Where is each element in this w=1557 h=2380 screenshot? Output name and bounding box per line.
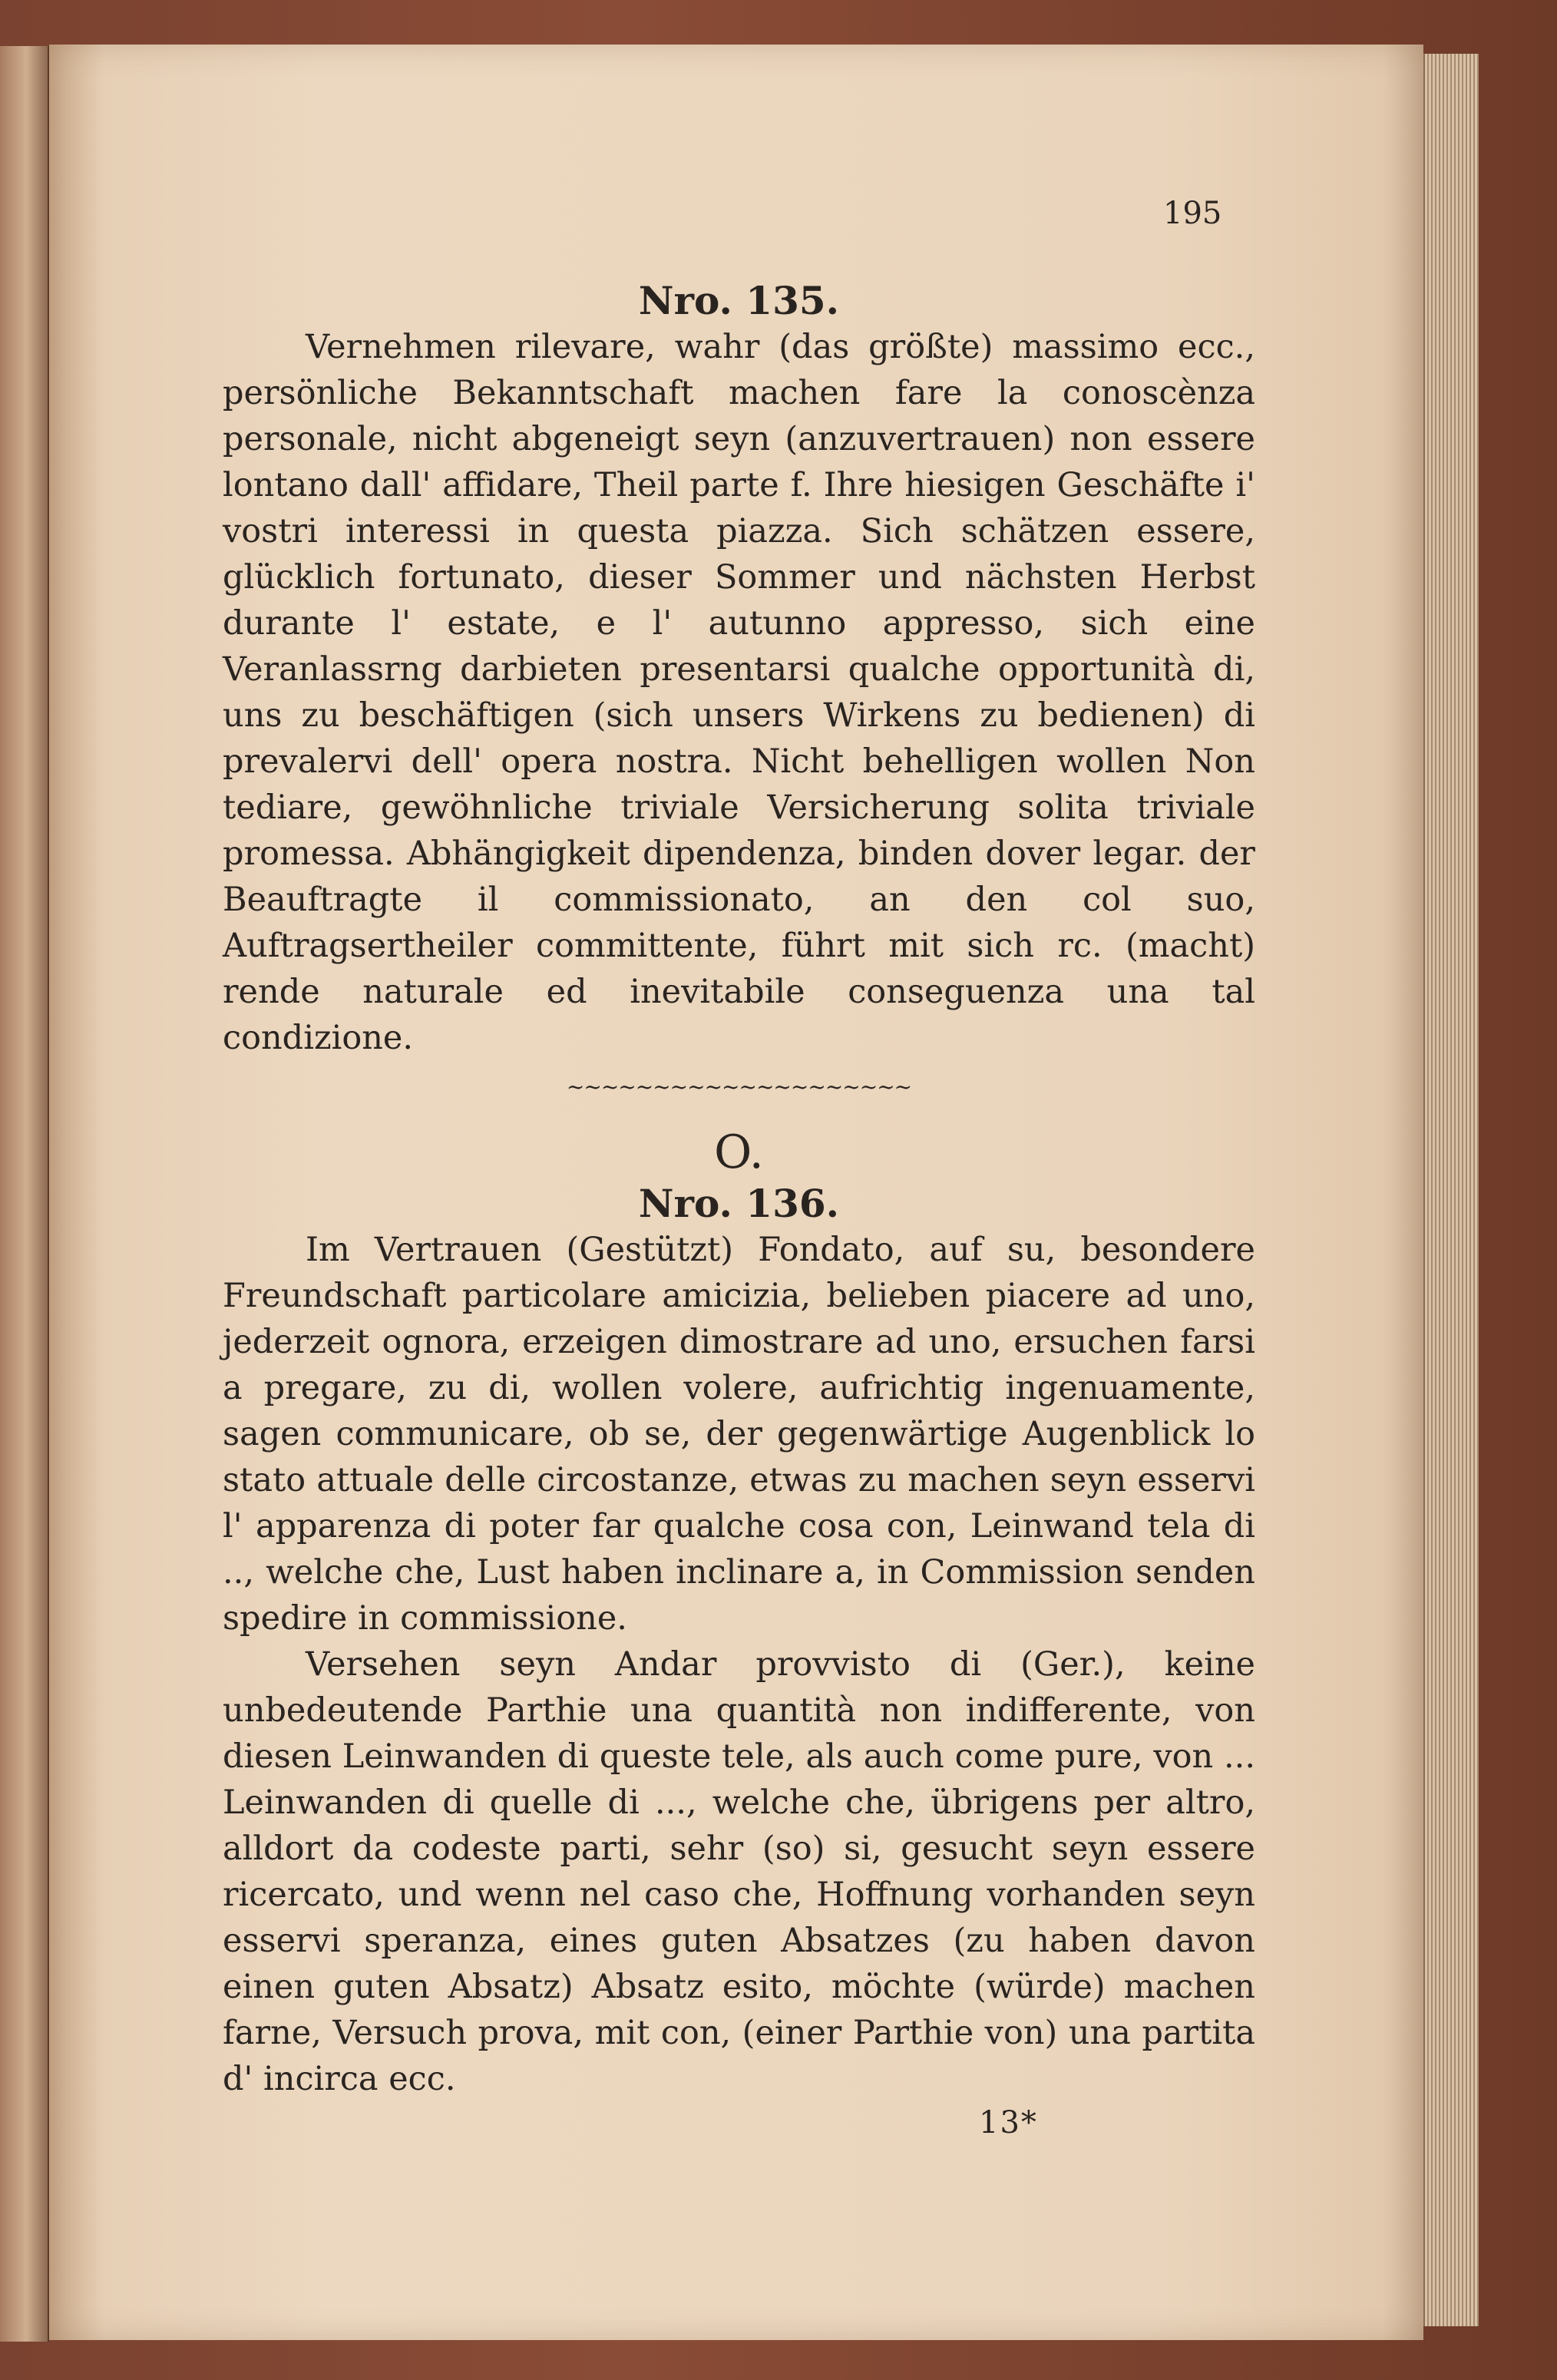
section-136-heading: [223, 1181, 1255, 1227]
section-136-prefix: Nro.: [638, 1181, 732, 1226]
page-content: [223, 192, 1255, 2102]
section-135-number: 135.: [745, 278, 840, 323]
section-135-heading: [223, 278, 1255, 324]
section-letter: O.: [714, 1126, 764, 1179]
section-135-prefix: Nro.: [638, 278, 732, 323]
section-136-paragraph-2: Versehen seyn Andar provvisto di (Ger.), keine unbedeutende Parthie una quantità non indifferente, von diesen Leinwanden di queste tele, als auch come pure, von ... Leinwanden di quelle di ..., welche che, übrigens per altro, alldort da codeste parti, sehr (so) si, gesucht seyn essere ricercato, und wenn nel caso che, Hoffnung vorhanden seyn esservi speranza, eines guten Absatzes (zu haben davon einen guten Absatz) Absatz esito, möchte (würde) machen farne, Versuch prova, mit con, (einer Parthie von) una partita d' incirca ecc.: [223, 1645, 1255, 2098]
ornamental-divider: ~~~~~~~~~~~~~~~~~~~~: [566, 1074, 912, 1099]
section-136-number: 136.: [745, 1181, 840, 1226]
section-135-text: Vernehmen rilevare, wahr (das größte) massimo ecc., persönliche Bekanntschaft machen fare la conoscènza personale, nicht abgeneigt seyn (anzuvertrauen) non essere lontano dall' affidare, Theil parte f. Ihre hiesigen Geschäfte i' vostri interessi in questa piazza. Sich schätzen essere, glücklich fortunato, dieser Sommer und nächsten Herbst durante l' estate, e l' autunno appresso, sich eine Veranlassrng darbieten presentarsi qualche opportunità di, uns zu beschäftigen (sich unsers Wirkens zu bedienen) di prevalervi dell' opera nostra. Nicht behelligen wollen Non tediare, gewöhnliche triviale Versicherung solita triviale promessa. Abhängigkeit dipendenza, binden dover legar. der Beauftragte il commissionato, an den col suo, Auftragsertheiler committente, führt mit sich rc. (macht) rende naturale ed inevitabile conseguenza una tal condizione.: [223, 328, 1255, 1057]
page-number: 195: [1163, 196, 1222, 231]
page-edges: [1423, 54, 1479, 2326]
section-136-paragraph-1: Im Vertrauen (Gestützt) Fondato, auf su, besondere Freundschaft particolare amicizia, belieben piacere ad uno, jederzeit ognora, erzeigen dimostrare ad uno, ersuchen farsi a pregare, zu di, wollen volere, aufrichtig ingenuamente, sagen communicare, ob se, der gegenwärtige Augenblick lo stato attuale delle circostanze, etwas zu machen seyn esservi l' apparenza di poter far qualche cosa con, Leinwand tela di .., welche che, Lust haben inclinare a, in Commission senden spedire in commissione.: [223, 1231, 1255, 1638]
signature-mark: 13*: [979, 2105, 1038, 2140]
left-page-edge: [0, 46, 49, 2342]
